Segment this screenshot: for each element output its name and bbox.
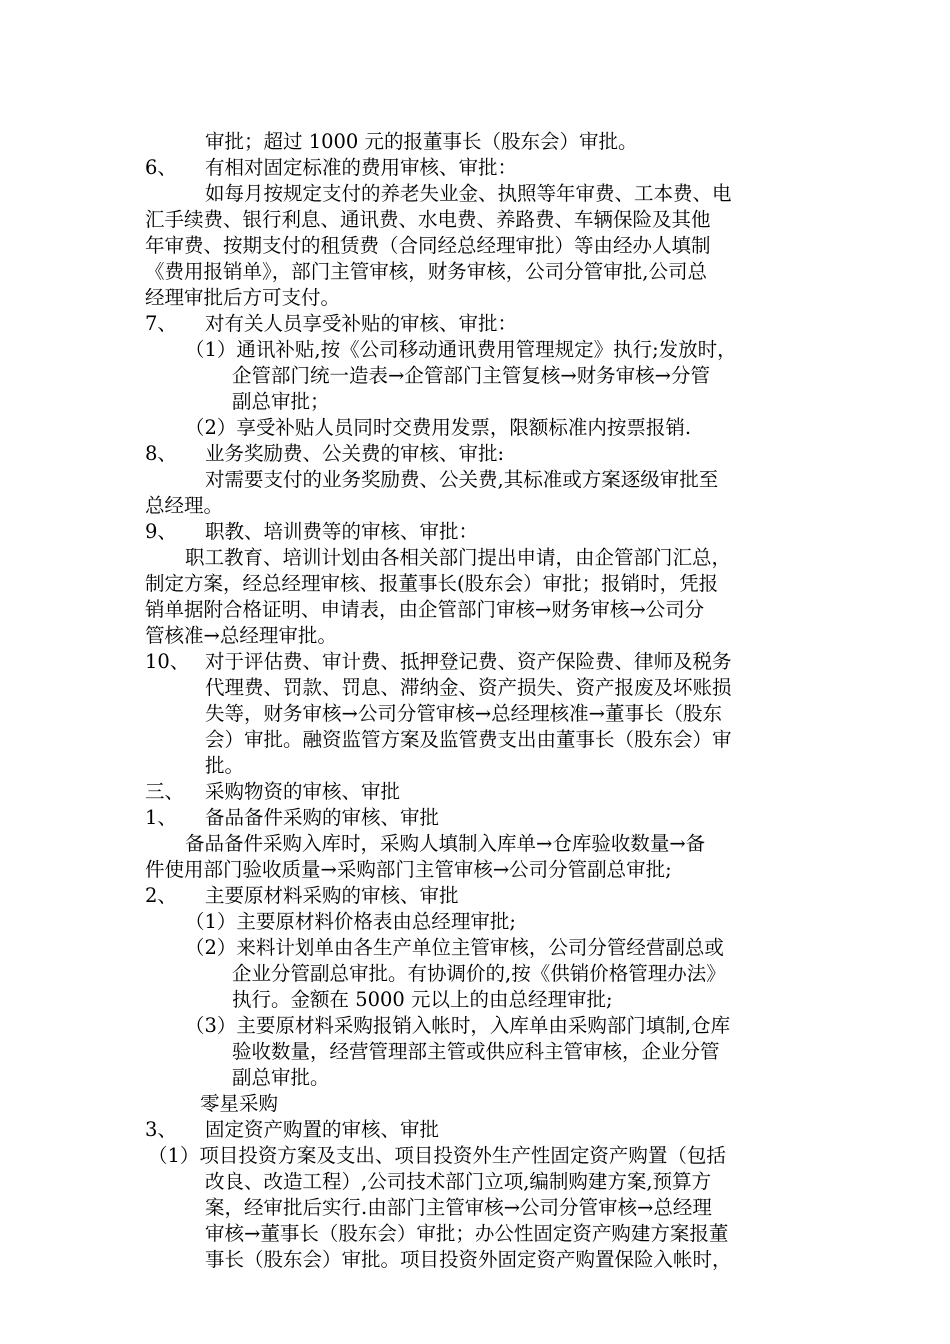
paragraph-line: 汇手续费、银行利息、通讯费、水电费、养路费、车辆保险及其他 [145, 208, 711, 231]
section-number: 9、 [145, 520, 177, 543]
paragraph-line: 审核→董事长（股东会）审批；办公性固定资产购建方案报董 [205, 1222, 729, 1245]
paragraph-line: 验收数量，经营管理部主管或供应科主管审核，企业分管 [232, 1040, 720, 1063]
paragraph-line: 总经理。 [145, 494, 224, 517]
paragraph-line: 批。 [205, 754, 245, 777]
paragraph-line: 代理费、罚款、罚息、滞纳金、资产损失、资产报废及坏账损 [205, 676, 732, 699]
paragraph-line: （3）主要原材料采购报销入帐时，入库单由采购部门填制,仓库 [185, 1014, 731, 1037]
section-heading: 主要原材料采购的审核、审批 [205, 884, 459, 907]
paragraph-line: 制定方案，经总经理审核、报董事长(股东会）审批；报销时，凭报 [145, 572, 719, 595]
paragraph-line: 件使用部门验收质量→采购部门主管审核→公司分管副总审批; [145, 858, 672, 881]
paragraph-line: 对需要支付的业务奖励费、公关费,其标准或方案逐级审批至 [205, 468, 719, 491]
section-number: 3、 [145, 1118, 177, 1141]
paragraph-line: 执行。金额在 5000 元以上的由总经理审批; [232, 988, 613, 1011]
section-heading: 职教、培训费等的审核、审批： [205, 520, 479, 543]
paragraph-line: （1）主要原材料价格表由总经理审批; [185, 910, 516, 933]
section-heading: 对于评估费、审计费、抵押登记费、资产保险费、律师及税务 [205, 650, 732, 673]
paragraph-line: 企管部门统一造表→企管部门主管复核→财务审核→分管 [232, 364, 711, 387]
section-number: 8、 [145, 442, 177, 465]
paragraph-line: 零星采购 [200, 1092, 279, 1115]
paragraph-line: 经理审批后方可支付。 [145, 286, 341, 309]
section-number: 三、 [145, 780, 185, 803]
paragraph-line: 事长（股东会）审批。项目投资外固定资产购置保险入帐时， [205, 1248, 732, 1271]
paragraph-line: 年审费、按期支付的租赁费（合同经总经理审批）等由经办人填制 [145, 234, 711, 257]
paragraph-line: 会）审批。融资监管方案及监管费支出由董事长（股东会）审 [205, 728, 732, 751]
paragraph-line: 审批；超过 1000 元的报董事长（股东会）审批。 [205, 130, 638, 153]
section-number: 2、 [145, 884, 177, 907]
section-heading: 备品备件采购的审核、审批 [205, 806, 440, 829]
paragraph-line: 失等，财务审核→公司分管审核→总经理核准→董事长（股东 [205, 702, 723, 725]
paragraph-line: 如每月按规定支付的养老失业金、执照等年审费、工本费、电 [205, 182, 732, 205]
paragraph-line: 销单据附合格证明、申请表，由企管部门审核→财务审核→公司分 [145, 598, 705, 621]
section-heading: 对有关人员享受补贴的审核、审批： [205, 312, 518, 335]
paragraph-line: 管核准→总经理审批。 [145, 624, 337, 647]
paragraph-line: （2）享受补贴人员同时交费用发票，限额标准内按票报销. [185, 416, 692, 439]
paragraph-line: 备品备件采购入库时，采购人填制入库单→仓库验收数量→备 [185, 832, 706, 855]
paragraph-line: 案，经审批后实行.由部门主管审核→公司分管审核→总经理 [205, 1196, 712, 1219]
paragraph-line: （1）通讯补贴,按《公司移动通讯费用管理规定》执行;发放时， [185, 338, 737, 361]
section-heading: 有相对固定标准的费用审核、审批： [205, 156, 518, 179]
section-heading: 采购物资的审核、审批 [205, 780, 401, 803]
paragraph-line: 职工教育、培训计划由各相关部门提出申请，由企管部门汇总， [185, 546, 732, 569]
paragraph-line: 改良、改造工程）,公司技术部门立项,编制购建方案,预算方 [205, 1170, 712, 1193]
section-number: 10、 [145, 650, 190, 673]
section-number: 7、 [145, 312, 177, 335]
section-heading: 业务奖励费、公关费的审核、审批: [205, 442, 505, 465]
paragraph-line: 《费用报销单》，部门主管审核，财务审核，公司分管审批,公司总 [145, 260, 707, 283]
paragraph-line: 副总审批； [232, 390, 330, 413]
section-number: 6、 [145, 156, 177, 179]
section-number: 1、 [145, 806, 177, 829]
paragraph-line: （2）来料计划单由各生产单位主管审核，公司分管经营副总或 [185, 936, 724, 959]
paragraph-line: 副总审批。 [232, 1066, 330, 1089]
paragraph-line: （1）项目投资方案及支出、项目投资外生产性固定资产购置（包括 [148, 1144, 726, 1167]
section-heading: 固定资产购置的审核、审批 [205, 1118, 440, 1141]
paragraph-line: 企业分管副总审批。有协调价的,按《供销价格管理办法》 [232, 962, 726, 985]
